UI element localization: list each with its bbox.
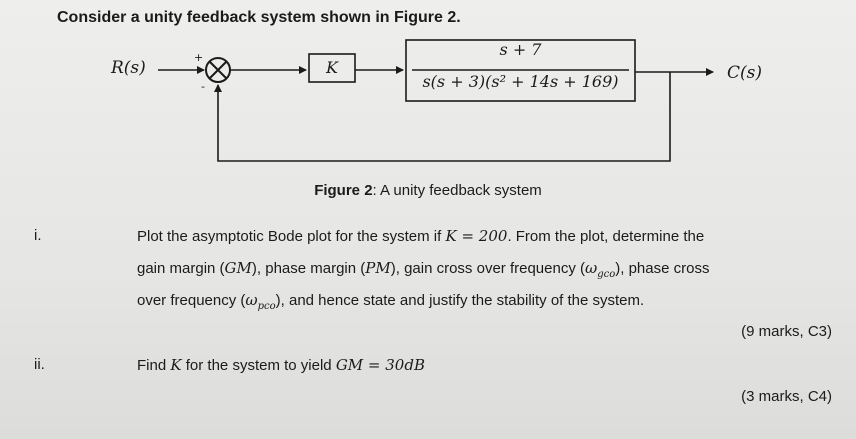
q1-l2-text-c: ), gain cross over frequency ( xyxy=(390,260,585,277)
input-signal-label: R(s) xyxy=(111,58,146,78)
summing-junction xyxy=(206,58,230,82)
q1-l2-text-b: ), phase margin ( xyxy=(251,260,366,277)
q1-l2-text-d: ), phase cross xyxy=(615,260,710,277)
q1-l2-omega-sub: gco xyxy=(597,269,616,280)
question-ii-text xyxy=(137,356,425,374)
q1-l3-text-b: ), and hence state and justify the stability of the system. xyxy=(275,292,645,309)
q1-l1-text-a: Plot the asymptotic Bode plot for the system if xyxy=(137,228,446,245)
question-i-number: i. xyxy=(34,227,42,244)
question-ii-number: ii. xyxy=(34,356,45,373)
q2-k: K xyxy=(170,356,182,374)
intro-after: . xyxy=(456,9,461,26)
q1-l3-omega: ω xyxy=(245,291,258,309)
caption-text: : A unity feedback system xyxy=(372,182,542,199)
question-i-marks: (9 marks, C3) xyxy=(741,323,832,340)
q1-l2-gm: GM xyxy=(224,259,252,277)
intro-before: Consider a unity feedback system shown in xyxy=(57,9,394,26)
q1-l3-text-a: over frequency ( xyxy=(137,292,246,309)
q2-math: GM = 30dB xyxy=(335,356,425,374)
q2-text-b: for the system to yield xyxy=(181,357,336,374)
figure-caption xyxy=(0,182,856,199)
question-i-line3 xyxy=(137,291,644,312)
caption-label: Figure 2 xyxy=(314,182,373,199)
figure-reference: Figure 2 xyxy=(393,9,457,26)
q2-text-a: Find xyxy=(137,357,171,374)
q1-l2-text-a: gain margin ( xyxy=(137,260,225,277)
block-diagram xyxy=(0,0,856,200)
gain-label: K xyxy=(326,58,338,77)
q1-l1-math: K = 200 xyxy=(445,227,508,245)
plus-sign: + xyxy=(194,51,204,64)
q1-l2-pm: PM xyxy=(365,259,391,277)
q1-l2-omega: ω xyxy=(584,259,598,277)
q1-l1-text-b: . From the plot, determine the xyxy=(507,228,705,245)
question-i-line1 xyxy=(137,227,704,245)
minus-sign: - xyxy=(201,80,205,93)
transfer-function-denominator: s(s + 3)(s² + 14s + 169) xyxy=(422,72,619,91)
output-signal-label: C(s) xyxy=(727,63,762,83)
question-i-line2 xyxy=(137,259,709,280)
q1-l3-omega-sub: pco xyxy=(257,301,276,312)
transfer-function-numerator: s + 7 xyxy=(499,40,542,59)
question-ii-marks: (3 marks, C4) xyxy=(741,388,832,405)
